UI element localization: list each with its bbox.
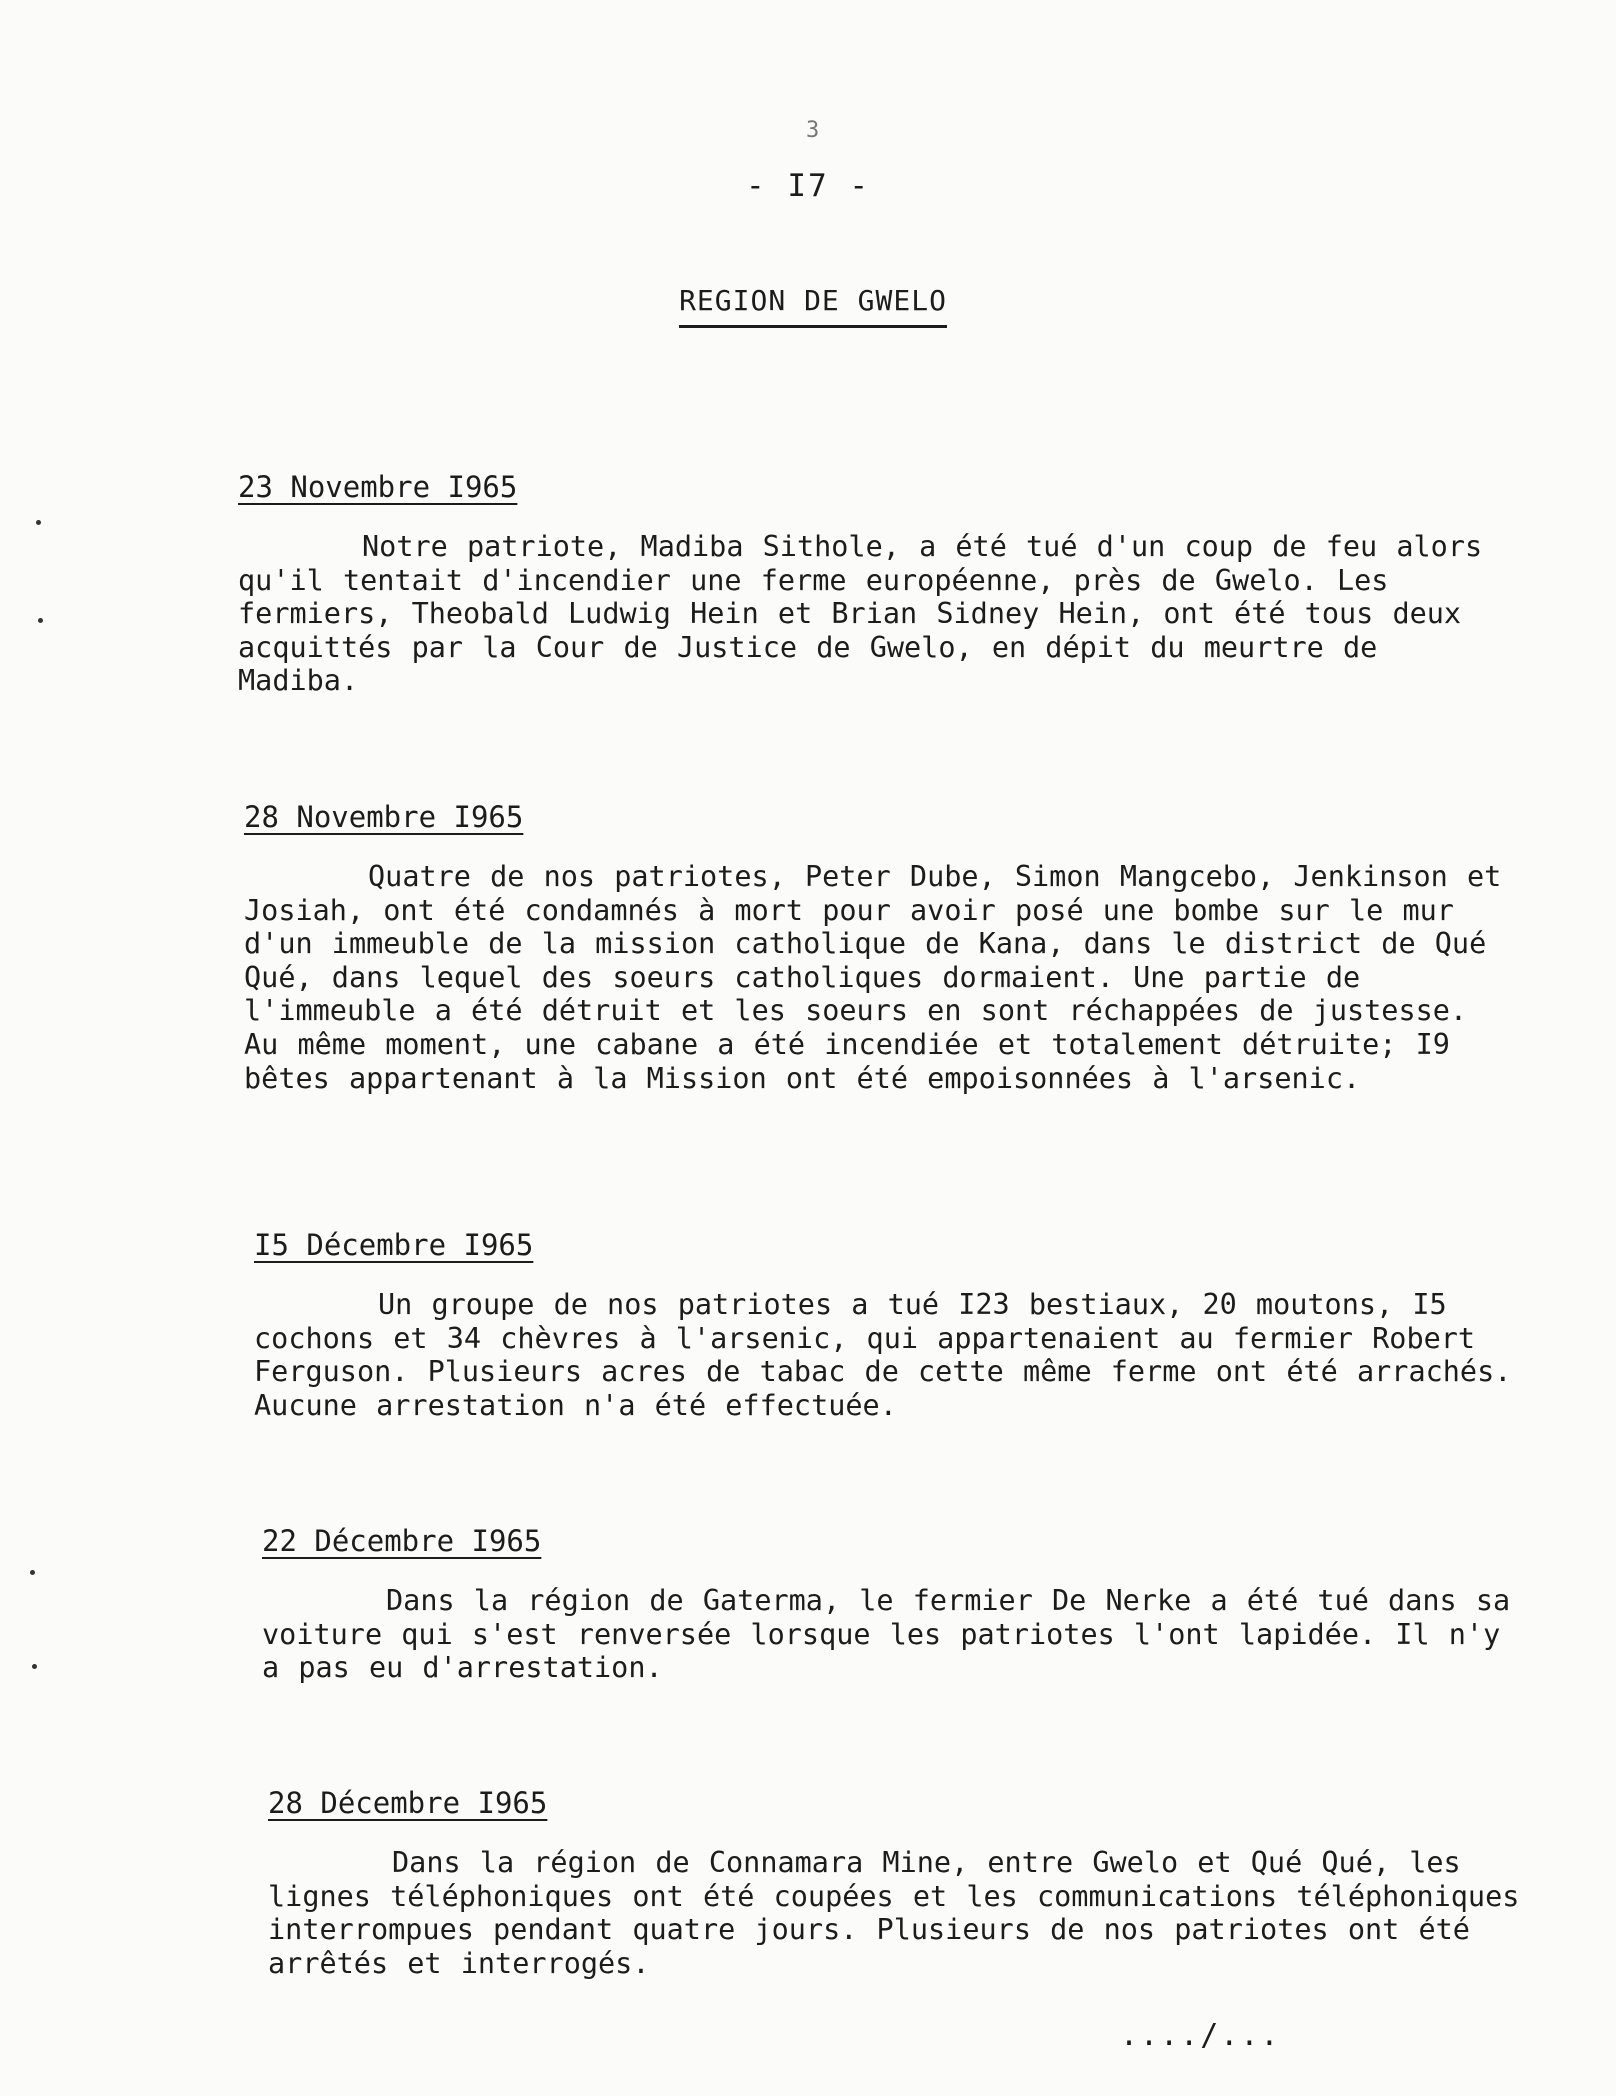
margin-dot	[38, 618, 43, 623]
entry-text: Quatre de nos patriotes, Peter Dube, Simon Mangcebo, Jenkinson et Josiah, ont été condamnés à mort pour avoir posé une bombe sur le mur d'un immeuble de la mission catholique de Kana, dans le district de Qué Qué, dans lequel des soeurs catholiques dormaient. Une partie de l'immeuble a été détruit et les soeurs en sont réchappées de justesse. Au même moment, une cabane a été incendiée et totalement détruite; I9 bêtes appartenant à la Mission ont été empoisonnées à l'arsenic.	[244, 860, 1502, 1095]
section-title-wrapper	[0, 284, 1616, 328]
entry-text: Dans la région de Gaterma, le fermier De Nerke a été tué dans sa voiture qui s'est renversée lorsque les patriotes l'ont lapidée. Il n'y a pas eu d'arrestation.	[262, 1584, 1511, 1685]
entry-4	[262, 1524, 1532, 1685]
continuation-mark: ..../...	[1120, 2018, 1281, 2053]
entry-date: I5 Décembre I965	[254, 1228, 534, 1262]
section-title: REGION DE GWELO	[679, 284, 947, 328]
margin-dot	[30, 1570, 35, 1575]
entry-2	[244, 800, 1514, 1095]
entry-text: Un groupe de nos patriotes a tué I23 bestiaux, 20 moutons, I5 cochons et 34 chèvres à l'arsenic, qui appartenaient au fermier Robert Ferguson. Plusieurs acres de tabac de cette même ferme ont été arrachés. Aucune arrestation n'a été effectuée.	[254, 1288, 1512, 1422]
entry-date: 22 Décembre I965	[262, 1524, 542, 1558]
entry-date: 23 Novembre I965	[238, 470, 518, 504]
entry-5	[268, 1786, 1538, 1980]
entry-date: 28 Novembre I965	[244, 800, 524, 834]
stray-mark: 3	[806, 118, 820, 143]
entry-1	[238, 470, 1508, 698]
page-number: - I7 -	[746, 168, 870, 204]
entry-date: 28 Décembre I965	[268, 1786, 548, 1820]
margin-dot	[36, 520, 41, 525]
entry-text: Notre patriote, Madiba Sithole, a été tué d'un coup de feu alors qu'il tentait d'incendier une ferme européenne, près de Gwelo. Les fermiers, Theobald Ludwig Hein et Brian Sidney Hein, ont été tous deux acquittés par la Cour de Justice de Gwelo, en dépit du meurtre de Madiba.	[238, 530, 1483, 698]
margin-dot	[32, 1664, 37, 1669]
entry-text: Dans la région de Connamara Mine, entre Gwelo et Qué Qué, les lignes téléphoniques ont été coupées et les communications téléphoniques interrompues pendant quatre jours. Plusieurs de nos patriotes ont été arrêtés et interrogés.	[268, 1846, 1520, 1980]
entry-3	[254, 1228, 1524, 1422]
